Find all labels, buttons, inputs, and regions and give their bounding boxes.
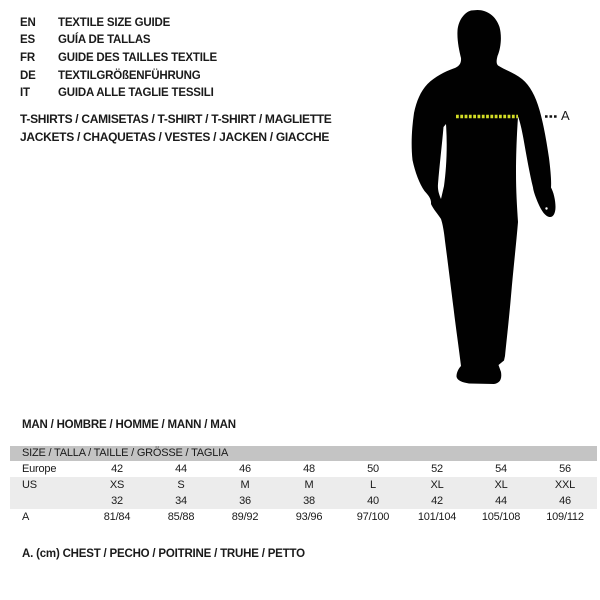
table-cell: M: [304, 479, 314, 491]
row-label: Europe: [22, 463, 57, 475]
table-cell: 38: [303, 495, 315, 507]
table-cell: 42: [111, 463, 123, 475]
table-cell: 93/96: [295, 511, 323, 523]
table-cell: 48: [303, 463, 315, 475]
table-cell: 44: [495, 495, 507, 507]
language-row: [20, 84, 217, 102]
category-line-jackets: JACKETS / CHAQUETAS / VESTES / JACKEN / GIACCHE: [20, 129, 330, 144]
table-cell: 54: [495, 463, 507, 475]
table-cell: 42: [431, 495, 443, 507]
language-code: IT: [20, 87, 30, 100]
table-cell: XL: [430, 479, 444, 491]
table-cell: XL: [494, 479, 508, 491]
man-figure: [400, 0, 580, 400]
table-cell: 97/100: [356, 511, 390, 523]
table-cell: XXL: [554, 479, 576, 491]
table-cell: 34: [175, 495, 187, 507]
table-cell: S: [177, 479, 185, 491]
table-cell: XS: [109, 479, 125, 491]
table-cell: 46: [559, 495, 571, 507]
table-cell: 52: [431, 463, 443, 475]
language-row: [20, 14, 217, 32]
table-cell: 56: [559, 463, 571, 475]
table-cell: 85/88: [167, 511, 195, 523]
size-table: [10, 446, 597, 525]
language-list: [20, 14, 217, 102]
language-name: GUIDE DES TAILLES TEXTILE: [58, 51, 217, 64]
language-name: GUÍA DE TALLAS: [58, 34, 151, 47]
language-name: TEXTILGRÖßENFÜHRUNG: [58, 69, 201, 82]
table-row: [10, 477, 597, 493]
language-code: ES: [20, 34, 35, 47]
table-cell: M: [240, 479, 250, 491]
table-cell: 89/92: [231, 511, 259, 523]
language-code: FR: [20, 51, 35, 64]
category-lines: [20, 111, 332, 146]
table-cell: 46: [239, 463, 251, 475]
language-row: [20, 49, 217, 67]
table-row: [10, 509, 597, 525]
table-cell: 40: [367, 495, 379, 507]
table-cell: 32: [111, 495, 123, 507]
category-line-tshirts: T-SHIRTS / CAMISETAS / T-SHIRT / T-SHIRT / MAGLIETTE: [20, 112, 332, 126]
table-cell: 44: [175, 463, 187, 475]
language-row: [20, 67, 217, 85]
footnote-chest: A. (cm) CHEST / PECHO / POITRINE / TRUHE / PETTO: [22, 548, 305, 560]
man-silhouette: [412, 10, 556, 384]
measure-label-a: A: [561, 108, 570, 123]
language-row: [20, 32, 217, 50]
table-cell: 105/108: [481, 511, 521, 523]
language-code: EN: [20, 16, 36, 29]
row-label: [10, 493, 85, 509]
language-name: TEXTILE SIZE GUIDE: [58, 16, 171, 29]
table-row: [10, 461, 597, 477]
table-cell: 109/112: [546, 511, 584, 523]
language-code: DE: [20, 69, 36, 82]
table-cell: 81/84: [103, 511, 131, 523]
table-cell: L: [370, 479, 376, 491]
size-table-header: SIZE / TALLA / TAILLE / GRÖSSE / TAGLIA: [10, 446, 597, 461]
row-label: A: [22, 511, 30, 523]
section-title-man: MAN / HOMBRE / HOMME / MANN / MAN: [22, 419, 236, 431]
size-table-body: [10, 461, 597, 525]
table-cell: 36: [239, 495, 251, 507]
table-cell: 101/104: [417, 511, 457, 523]
language-name: GUIDA ALLE TAGLIE TESSILI: [58, 87, 214, 100]
table-cell: 50: [367, 463, 379, 475]
row-label: US: [22, 479, 37, 491]
hand-highlight: [545, 207, 547, 209]
table-row: [10, 493, 597, 509]
